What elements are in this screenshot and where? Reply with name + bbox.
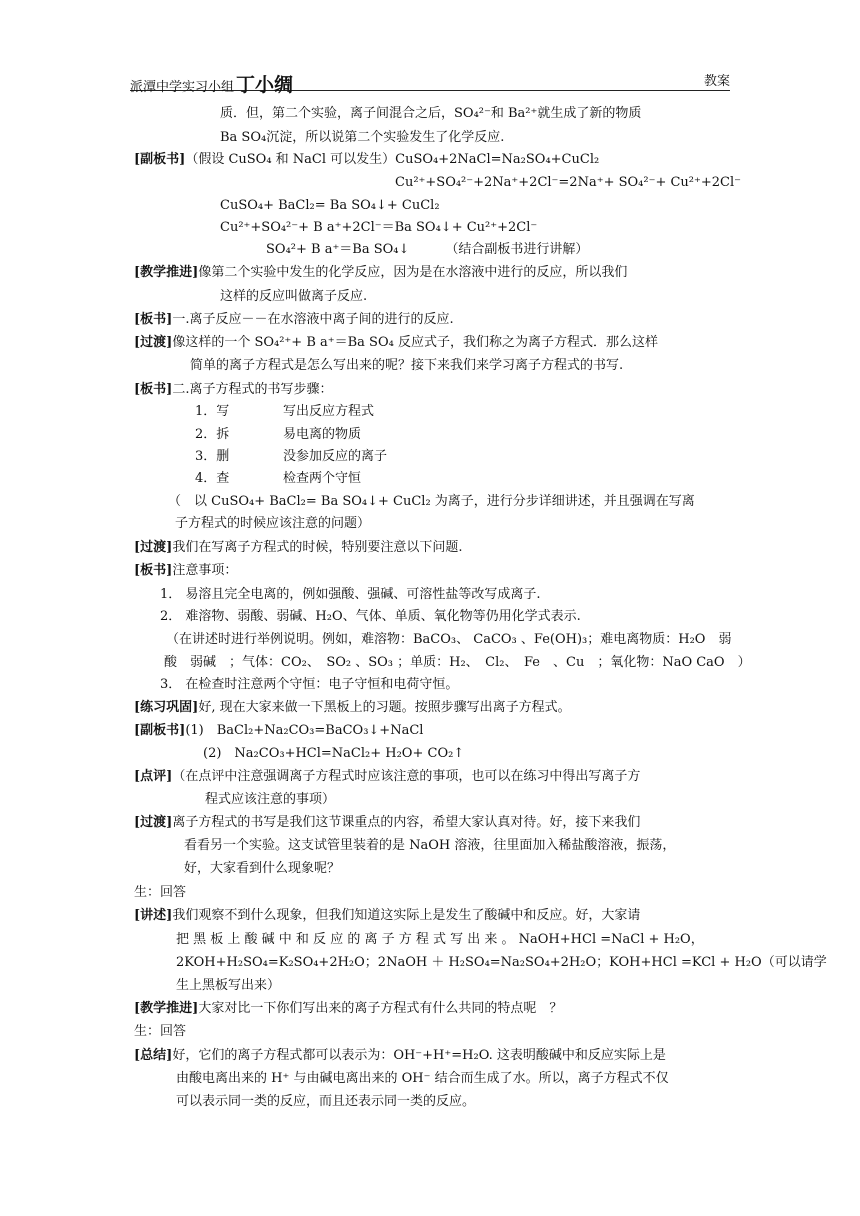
step-desc: 没参加反应的离子 (283, 449, 388, 464)
section-tag: [过渡] (134, 815, 173, 830)
header-doc-type: 教案 (703, 74, 730, 89)
text-line: 看看另一个实验。这支试管里装着的是 NaOH 溶液，往里面加入稀盐酸溶液，振荡， (184, 838, 676, 853)
text-line-body: 像第二个实验中发生的化学反应，因为是在水溶液中进行的反应，所以我们 (198, 265, 628, 280)
text-line: （ 以 CuSO₄+ BaCl₂= Ba SO₄↓+ CuCl₂ 为离子，进行分步详细讲述，并且强调在写离 (168, 494, 695, 509)
text-line: 子方程式的时候应该注意的问题） (175, 516, 371, 531)
equation-note: （结合副板书进行讲解） (445, 242, 589, 257)
text-line-body: （假设 CuSO₄ 和 NaCl 可以发生）CuSO₄+2NaCl=Na₂SO₄+CuCl₂ (185, 152, 600, 167)
text-line: 酸 弱碱 ；气体：CO₂、 SO₂ 、SO₃ ；单质：H₂、 Cl₂、 Fe 、Cu ；氧化物：NaO CaO ） (164, 655, 751, 670)
section-tag: [讲述] (134, 908, 173, 923)
step-item (195, 469, 361, 489)
text-line: 简单的离子方程式是怎么写出来的呢？接下来我们来学习离子方程式的书写. (190, 358, 624, 373)
equation-line: (2) Na₂CO₃+HCl=NaCl₂+ H₂O+ CO₂↑ (203, 746, 465, 761)
text-line: 质．但，第二个实验，离子间混合之后，SO₄²⁻和 Ba²⁺就生成了新的物质 (220, 106, 642, 121)
section-tag: [副板书] (134, 723, 186, 738)
text-line: 程式应该注意的事项） (205, 792, 336, 807)
text-line: 这样的反应叫做离子反应. (220, 289, 368, 304)
list-item: 2． 难溶物、弱酸、弱碱、H₂O、气体、单质、氧化物等仍用化学式表示. (160, 609, 581, 624)
step-item (195, 447, 387, 467)
text-line (134, 263, 627, 283)
text-line-body: （在点评中注意强调离子方程式时应该注意的事项，也可以在练习中得出写离子方 (172, 769, 641, 784)
text-line-body: (1) BaCl₂+Na₂CO₃=BaCO₃↓+NaCl (185, 723, 424, 738)
section-tag: [板书] (134, 563, 173, 578)
text-line: 把 黑 板 上 酸 碱 中 和 反 应 的 离 子 方 程 式 写 出 来 。 NaOH+HCl =NaCl + H₂O， (176, 932, 704, 947)
text-line: 生上黑板写出来） (176, 978, 281, 993)
text-line: 生：回答 (134, 1024, 187, 1039)
text-line: （在讲述时进行举例说明。例如，难溶物：BaCO₃、 CaCO₃ 、Fe(OH)₃；难电离物质：H₂O 弱 (166, 632, 732, 647)
header-author-name: 丁小绸 (236, 74, 294, 96)
text-line-body: 我们在写离子方程式的时候，特别要注意以下问题. (172, 540, 463, 555)
section-tag: [过渡] (134, 540, 173, 555)
text-line: 由酸电离出来的 H⁺ 与由碱电离出来的 OH⁻ 结合而生成了水。所以，离子方程式不仅 (176, 1071, 669, 1086)
text-line (134, 813, 640, 833)
step-number: 1．写 (195, 404, 230, 419)
step-desc: 易电离的物质 (283, 427, 362, 442)
text-line-body: 离子方程式的书写是我们这节课重点的内容，希望大家认真对待。好，接下来我们 (172, 815, 641, 830)
text-line-body: 二.离子方程式的书写步骤： (172, 382, 333, 397)
text-line-body: 像这样的一个 SO₄²⁺+ B a⁺＝Ba SO₄ 反应式子，我们称之为离子方程式．那么这样 (172, 335, 658, 350)
equation-line: Cu²⁺+SO₄²⁻+ B a⁺+2Cl⁻＝Ba SO₄↓+ Cu²⁺+2Cl⁻ (220, 220, 538, 235)
section-tag: [副板书] (134, 152, 186, 167)
text-line: Ba SO₄沉淀，所以说第二个实验发生了化学反应. (220, 130, 505, 145)
text-line (134, 999, 562, 1019)
text-line (134, 906, 640, 926)
equation-line: Cu²⁺+SO₄²⁻+2Na⁺+2Cl⁻=2Na⁺+ SO₄²⁻+ Cu²⁺+2Cl⁻ (395, 175, 741, 190)
equation-line: CuSO₄+ BaCl₂= Ba SO₄↓+ CuCl₂ (220, 198, 440, 213)
section-tag: [教学推进] (134, 1001, 199, 1016)
equation: SO₄²+ B a⁺＝Ba SO₄↓ (266, 242, 410, 257)
list-item: 1． 易溶且完全电离的，例如强酸、强碱、可溶性盐等改写成离子. (160, 587, 541, 602)
section-tag: [板书] (134, 312, 173, 327)
equation-line (266, 240, 588, 260)
section-tag: [总结] (134, 1048, 173, 1063)
step-desc: 检查两个守恒 (283, 471, 362, 486)
text-line-body: 我们观察不到什么现象，但我们知道这实际上是发生了酸碱中和反应。好，大家请 (172, 908, 641, 923)
step-number: 4．查 (195, 471, 230, 486)
section-tag: [练习巩固] (134, 700, 199, 715)
section-tag: [板书] (134, 382, 173, 397)
text-line: 2KOH+H₂SO₄=K₂SO₄+2H₂O；2NaOH ＋ H₂SO₄=Na₂SO₄+2H₂O；KOH+HCl =KCl + H₂O（可以请学 (176, 955, 827, 970)
text-line (134, 1046, 666, 1066)
text-line: 可以表示同一类的反应，而且还表示同一类的反应。 (176, 1094, 476, 1109)
step-number: 3．删 (195, 449, 230, 464)
text-line-body: 好, 现在大家来做一下黑板上的习题。按照步骤写出离子方程式。 (198, 700, 571, 715)
text-line-body: 大家对比一下你们写出来的离子方程式有什么共同的特点呢 ？ (198, 1001, 563, 1016)
step-desc: 写出反应方程式 (283, 404, 375, 419)
text-line (134, 333, 658, 353)
text-line (134, 150, 599, 170)
text-line (134, 721, 423, 741)
text-line (134, 561, 237, 581)
text-line (134, 698, 571, 718)
header-left (130, 70, 293, 97)
section-tag: [点评] (134, 769, 173, 784)
section-tag: [教学推进] (134, 265, 199, 280)
header-school: 派潭中学实习小组 (130, 80, 235, 95)
text-line-body: 好，它们的离子方程式都可以表示为：OH⁻+H⁺=H₂O. 这表明酸碱中和反应实际上是 (172, 1048, 666, 1063)
section-tag: [过渡] (134, 335, 173, 350)
text-line-body: 注意事项： (172, 563, 238, 578)
text-line (134, 538, 462, 558)
text-line: 生：回答 (134, 885, 187, 900)
text-line (134, 310, 454, 330)
step-number: 2．拆 (195, 427, 230, 442)
step-item (195, 425, 361, 445)
text-line: 好，大家看到什么现象呢？ (184, 861, 341, 876)
step-item (195, 402, 374, 422)
list-item: 3． 在检查时注意两个守恒：电子守恒和电荷守恒。 (160, 677, 459, 692)
page-header (130, 66, 730, 96)
text-line-body: 一.离子反应－－在水溶液中离子间的进行的反应. (172, 312, 454, 327)
text-line (134, 767, 640, 787)
text-line (134, 380, 332, 400)
